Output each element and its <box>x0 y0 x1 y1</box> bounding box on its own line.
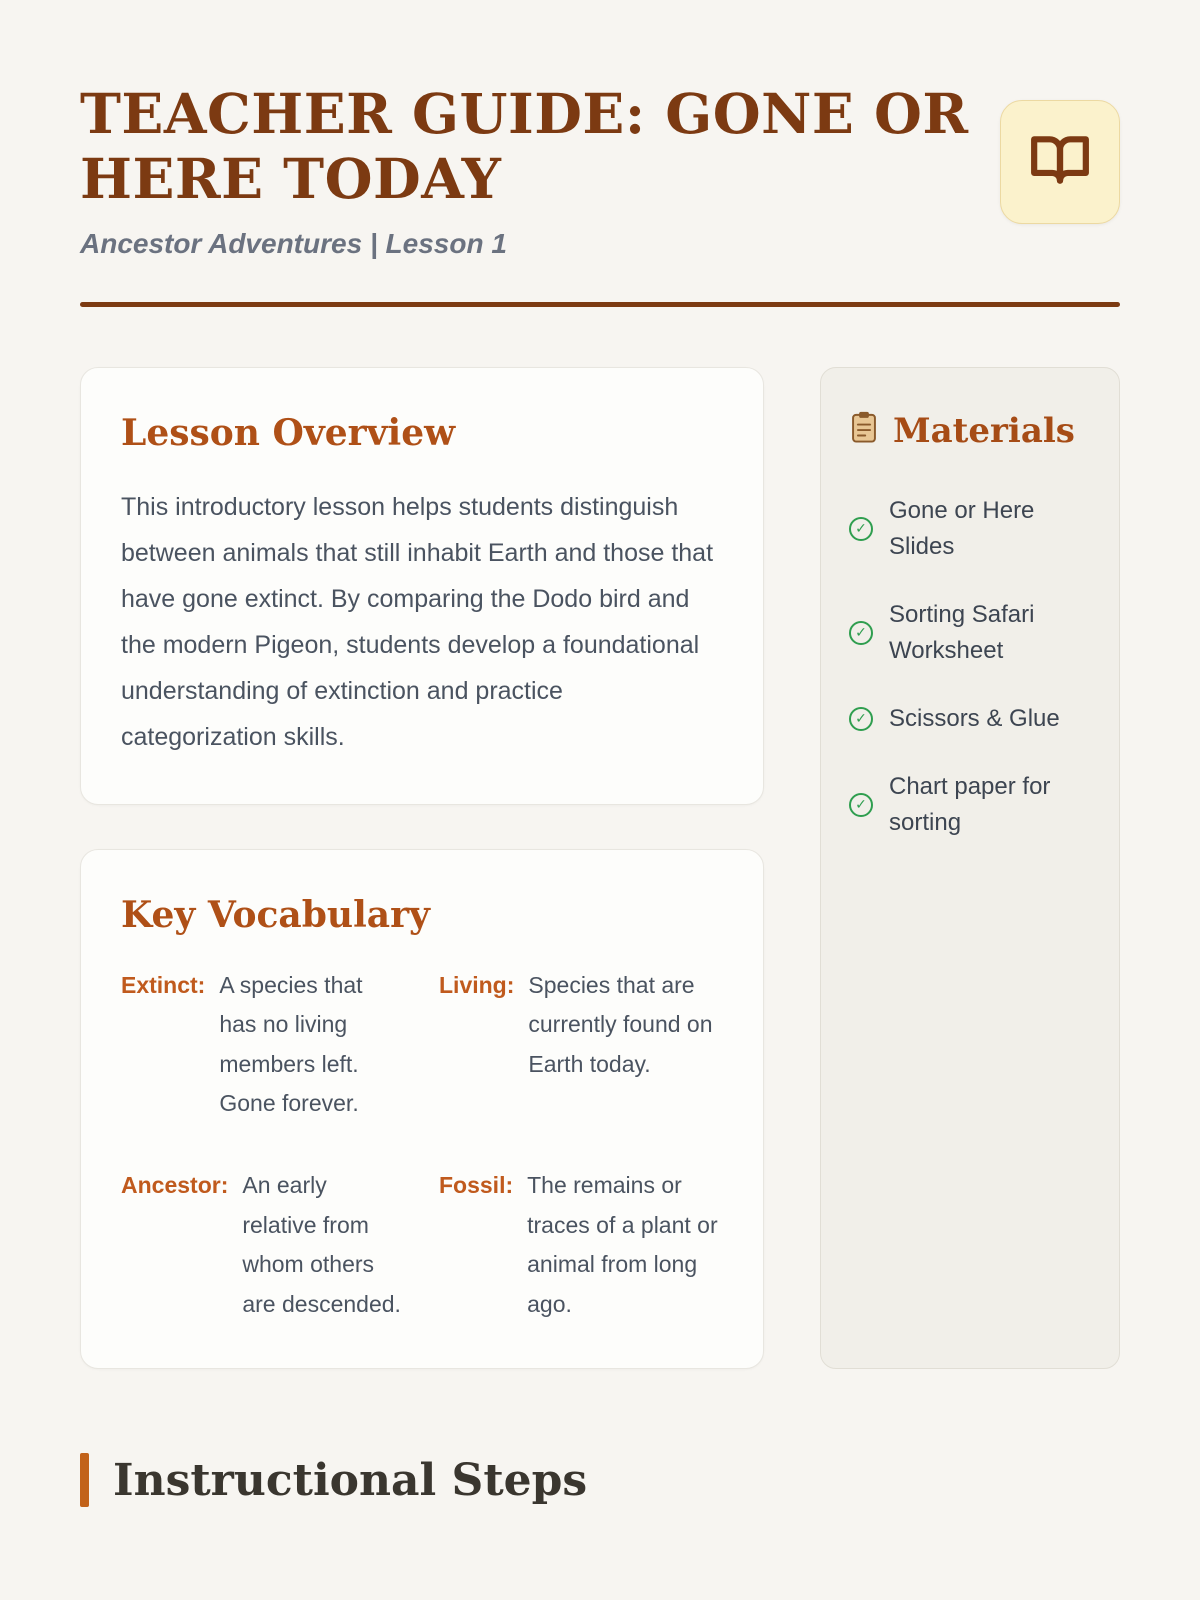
instructional-steps-section <box>80 1453 1120 1507</box>
vocab-entry-fossil <box>439 1166 723 1324</box>
check-circle-icon: ✓ <box>849 621 873 645</box>
check-circle-icon: ✓ <box>849 707 873 731</box>
material-item <box>849 597 1091 669</box>
material-item-label: Sorting Safari Worksheet <box>889 600 1035 664</box>
vocab-term: Ancestor: <box>121 1171 229 1198</box>
key-vocabulary-card <box>80 849 764 1369</box>
vocab-entry-extinct <box>121 966 405 1124</box>
instructional-steps-heading: Instructional Steps <box>113 1454 588 1506</box>
vocab-term: Fossil: <box>439 1171 514 1198</box>
materials-list <box>849 493 1091 841</box>
material-item <box>849 769 1091 841</box>
materials-heading-label: Materials <box>893 411 1075 452</box>
vocab-definition: An early relative from whom others are descended. <box>242 1171 401 1317</box>
lesson-subtitle: Ancestor Adventures | Lesson 1 <box>80 227 507 259</box>
vocab-definition: The remains or traces of a plant or animal from long ago. <box>527 1171 718 1317</box>
vocab-entry-living <box>439 966 723 1124</box>
header-text <box>80 82 970 260</box>
teacher-guide-page <box>80 82 1120 1507</box>
page-title: TEACHER GUIDE: GONE OR HERE TODAY <box>80 81 969 211</box>
materials-card <box>820 367 1120 1369</box>
vocab-definition: Species that are currently found on Earth today. <box>528 971 713 1077</box>
vocab-definition: A species that has no living members left. Gone forever. <box>219 971 363 1117</box>
main-columns <box>80 367 1120 1369</box>
book-badge <box>1000 100 1120 224</box>
vocab-grid <box>121 966 723 1324</box>
check-circle-icon: ✓ <box>849 517 873 541</box>
lesson-overview-body: This introductory lesson helps students distinguish between animals that still inhabit Earth and those that have gone extinct. By comparing the Dodo bird and the modern Pigeon, students develop a foundational understanding of extinction and practice categorization skills. <box>121 492 714 751</box>
lesson-overview-card <box>80 367 764 805</box>
materials-heading <box>849 410 1091 453</box>
left-column <box>80 367 764 1369</box>
material-item-label: Gone or Here Slides <box>889 496 1035 560</box>
material-item-label: Chart paper for sorting <box>889 772 1051 836</box>
key-vocabulary-heading: Key Vocabulary <box>121 893 430 936</box>
material-item <box>849 701 1091 737</box>
check-circle-icon: ✓ <box>849 793 873 817</box>
vocab-entry-ancestor <box>121 1166 405 1324</box>
clipboard-icon <box>849 410 879 453</box>
material-item <box>849 493 1091 565</box>
section-accent-bar <box>80 1453 89 1507</box>
open-book-icon <box>1029 129 1091 196</box>
header-divider <box>80 302 1120 307</box>
lesson-overview-heading: Lesson Overview <box>121 411 456 454</box>
vocab-term: Extinct: <box>121 971 206 998</box>
page-header <box>80 82 1120 307</box>
material-item-label: Scissors & Glue <box>889 704 1060 732</box>
vocab-term: Living: <box>439 971 515 998</box>
